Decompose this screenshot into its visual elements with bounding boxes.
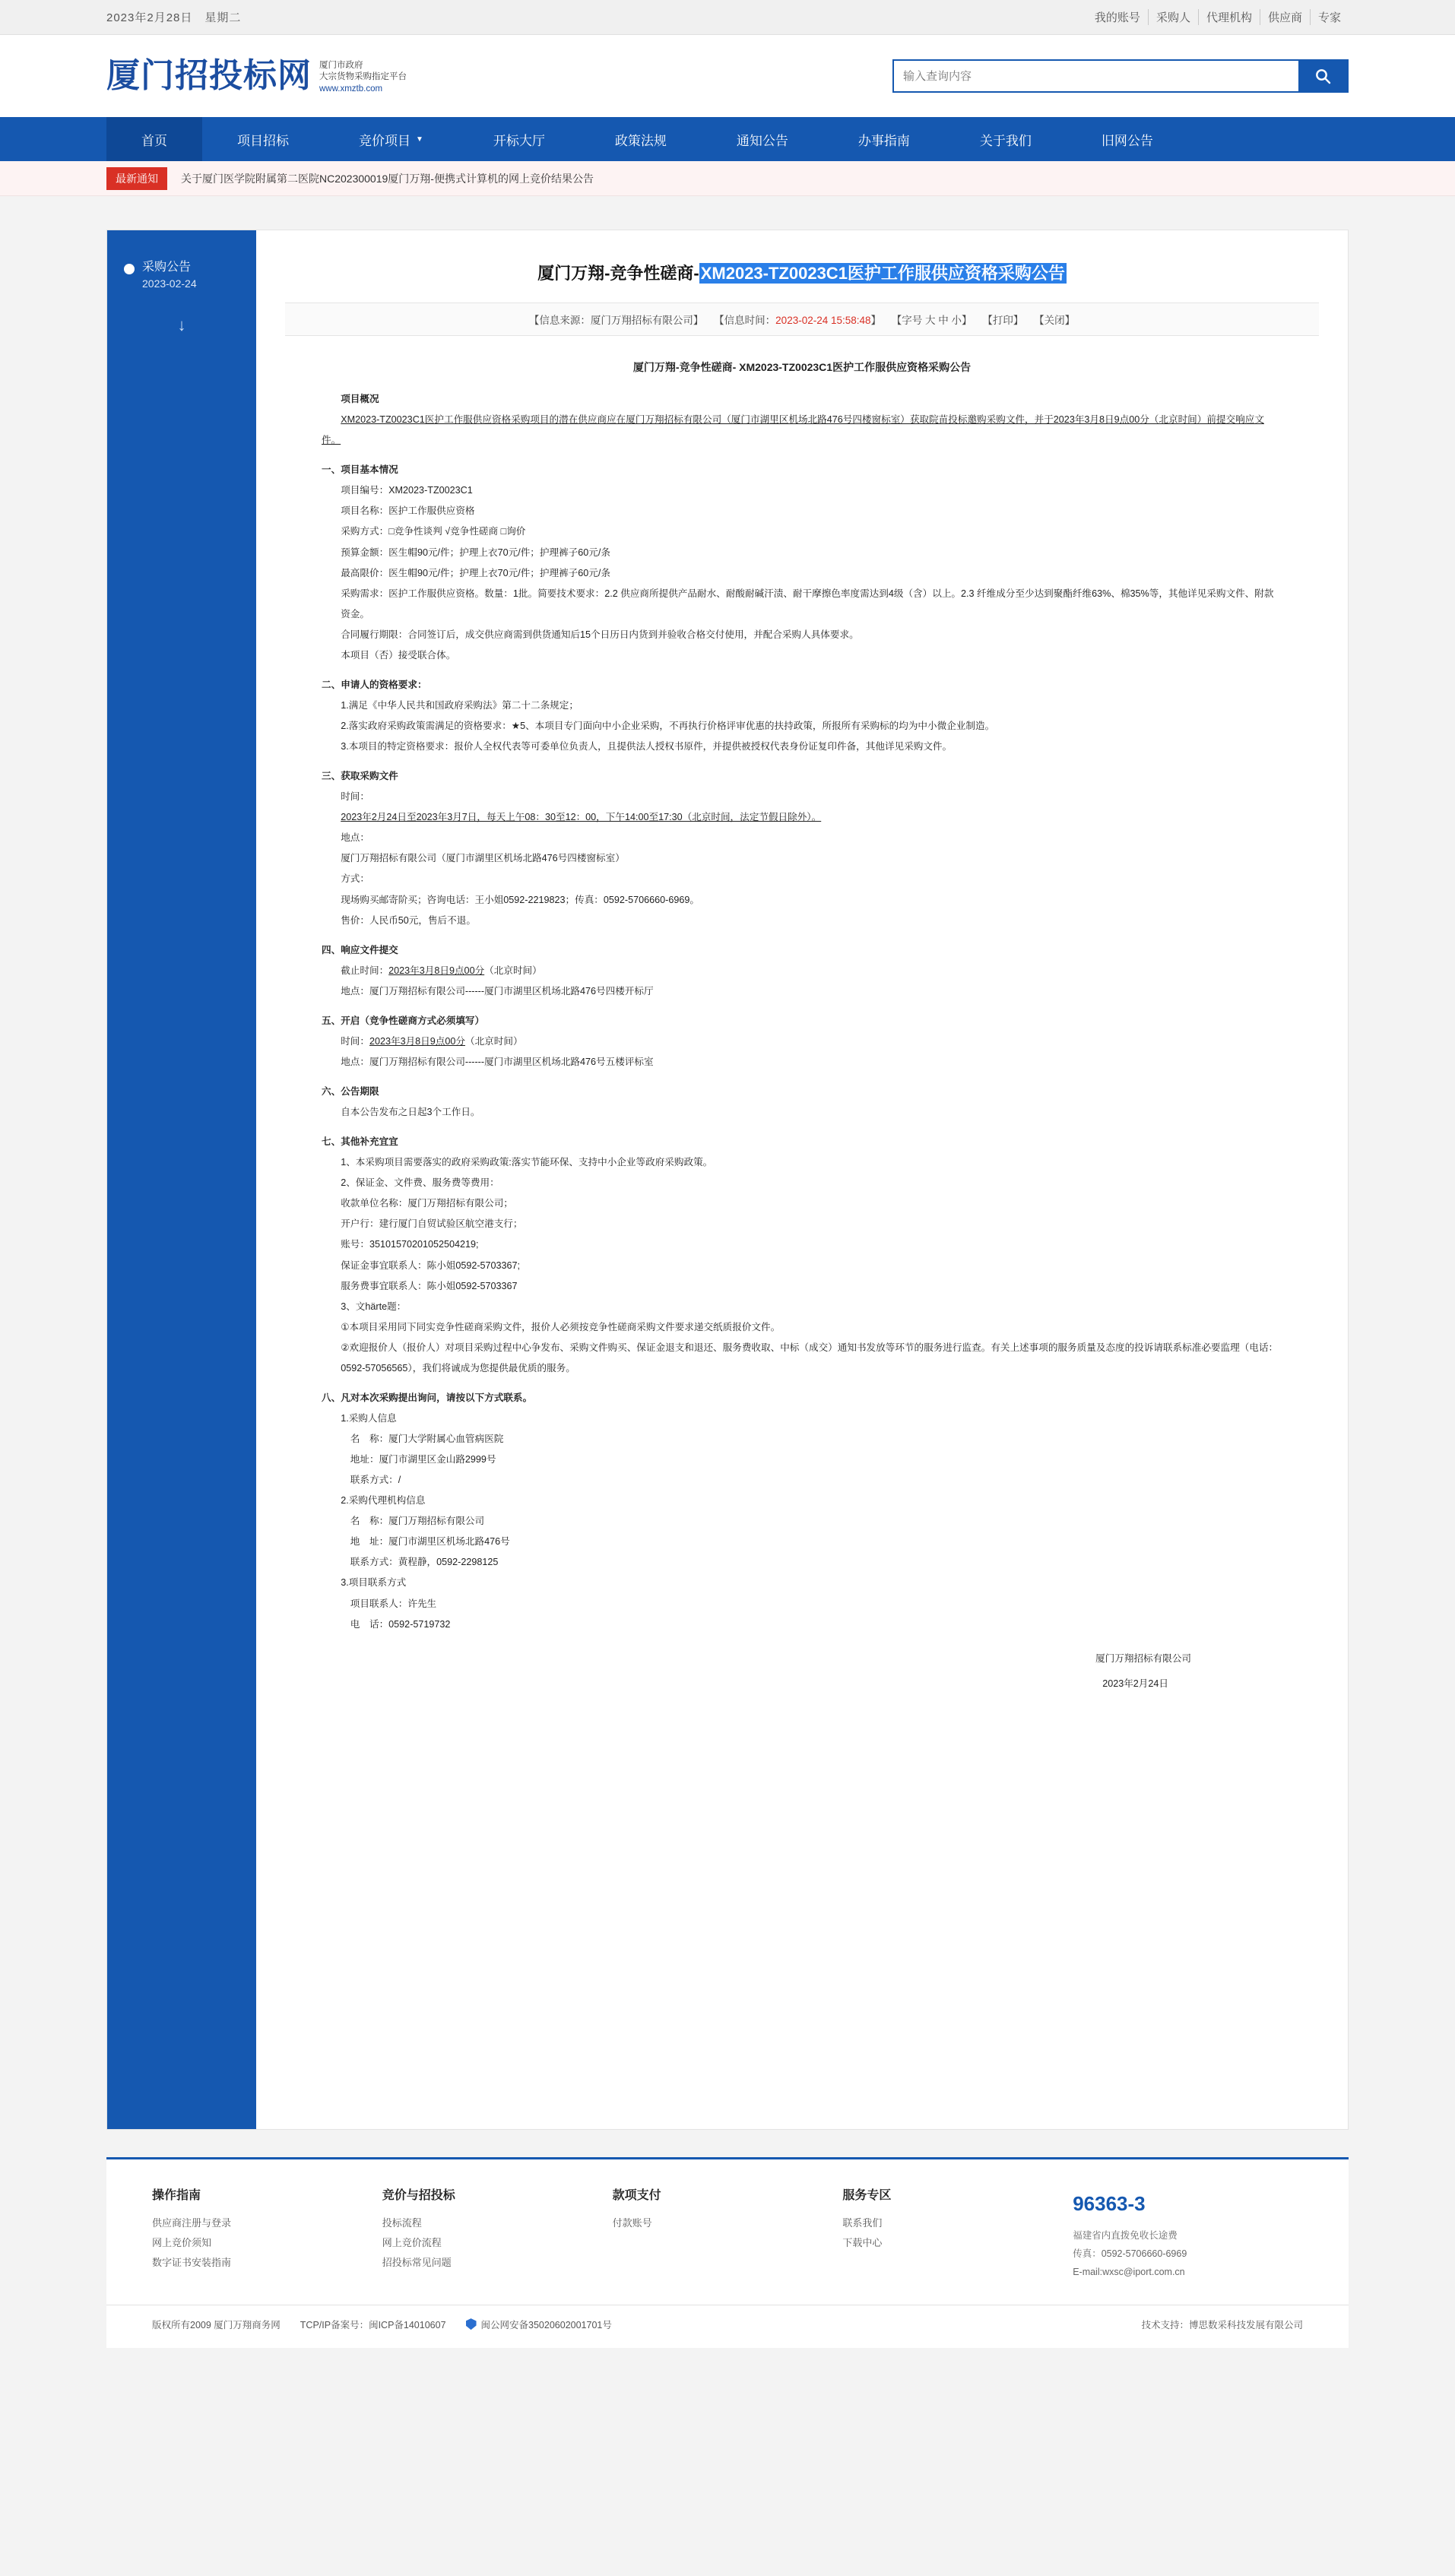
nav-label-project-bidding: 项目招标 [237,133,289,148]
copyright-text: 版权所有2009 厦门万翔商务网 [152,2319,281,2330]
footer-col-contact [1073,2185,1303,2282]
print-button[interactable]: 【打印】 [982,315,1024,326]
footer-col-bidding [382,2185,613,2282]
site-logo[interactable] [106,57,407,96]
link-supplier[interactable]: 供应商 [1260,9,1311,25]
logo-text: 厦门招投标网 [106,55,312,95]
link-agency[interactable]: 代理机构 [1199,9,1260,25]
page-title-highlight: XM2023-TZ0023C1医护工作服供应资格采购公告 [700,264,1065,283]
section-line: 现场购买邮寄阶买；咨询电话：王小姐0592-2219823；传真：0592-5706660-6969。 [341,894,699,905]
page-title-prefix: 厦门万翔-竞争性磋商- [537,264,699,283]
logo-site-url: www.xmztb.com [319,84,383,93]
main-navigation [0,117,1455,161]
nav-item-policies[interactable] [580,117,702,161]
section-line: 保证金事宜联系人：陈小姐0592-5703367; [341,1259,521,1271]
hotline-note: 福建省内直拨免收长途费 [1073,2230,1178,2242]
section-subheading: 项目概况 [341,394,379,405]
nav-label-legacy-announcements: 旧网公告 [1101,133,1153,148]
logo-sub-line2: 大宗货物采购指定平台 [319,72,407,82]
notice-badge: 最新通知 [106,167,167,190]
icp-text: TCP/IP备案号：闽ICP备14010607 [300,2319,446,2330]
footer-col-operation-guide [152,2185,382,2282]
footer-link-payment-account[interactable]: 付款账号 [612,2217,652,2229]
footer-col-payment [613,2185,843,2282]
rail-label: 采购公告 [142,261,192,274]
section-line: 3.本项目的特定资格要求：报价人全权代表等可委单位负责人，且提供法人授权书原件，并提供被授权代表身份证复印件备，其他详见采购文件。 [341,741,953,753]
nav-label-home: 首页 [141,133,167,148]
rail-date: 2023-02-24 [142,277,197,290]
nav-item-announcements[interactable] [702,117,823,161]
section-line: 采购需求：医护工作服供应资格。数量：1批。简要技术要求：2.2 供应商所提供产品耐水、耐酸耐碱汗渍、耐干摩擦色率度需达到4级（含）以上。2.3 纤维成分至少达到聚酯纤维63%、棉35%等，其他详见采购文件、附款资金。 [341,588,1274,619]
section-line: 1、本采购项目需要落实的政府采购政策:落实节能环保、支持中小企业等政府采购政策。 [341,1157,713,1168]
meta-time-value: 2023-02-24 15:58:48 [775,315,871,326]
footer-link-download-center[interactable]: 下载中心 [842,2237,883,2248]
footer-link-supplier-register[interactable]: 供应商注册与登录 [152,2217,232,2229]
section-line: 时间：2023年3月8日9点00分（北京时间） [341,1035,523,1047]
section-line: 3、文härte题： [341,1301,407,1312]
footer-link-cert-install-guide[interactable]: 数字证书安装指南 [152,2257,232,2268]
bullet-icon [124,264,135,274]
section-line: 账号：35101570201052504219; [341,1239,479,1250]
section-line: 地 址：厦门市湖里区机场北路476号 [350,1536,510,1548]
article [256,230,1348,2129]
section-line: 合同履行期限：合同签订后，成交供应商需到供货通知后15个日历日内货到并验收合格交付使用，并配合采购人具体要求。 [341,629,859,640]
section-line: 地址：厦门市湖里区金山路2999号 [350,1454,496,1465]
nav-label-about-us: 关于我们 [979,133,1032,148]
section-line: 名 称：厦门万翔招标有限公司 [350,1516,485,1527]
nav-label-bid-opening-hall: 开标大厅 [493,133,545,148]
content-shell [106,230,1349,2130]
link-expert[interactable]: 专家 [1317,11,1341,24]
copyright-bar [106,2305,1349,2348]
nav-item-guide[interactable] [823,117,945,161]
footer-link-online-bid-process[interactable]: 网上竞价流程 [382,2237,442,2248]
logo-sub-line1: 厦门市政府 [319,60,363,70]
section-line: 方式： [341,873,369,885]
section-line: 项目名称：医护工作服供应资格 [341,505,475,517]
shield-icon [466,2318,477,2330]
announcement-body [285,336,1319,1705]
footer-link-contact-us[interactable]: 联系我们 [842,2217,883,2229]
section-heading: 六、公告期限 [322,1086,379,1098]
section-line: ②欢迎报价人（报价人）对项目采购过程中心争发布、采购文件购买、保证金退支和退还、服务费收取、中标（成交）通知书发放等环节的服务进行监查。有关上述事项的服务质量及态度的投诉请联系标准必要监理（电话：0592-57056565），我们将诚成为您提供最优质的服务。 [341,1342,1279,1374]
section-line: 截止时间：2023年3月8日9点00分（北京时间） [341,965,542,976]
section-line: 预算金额：医生帽90元/件；护理上衣70元/件；护理裤子60元/条 [341,547,610,558]
rail-item-procurement-announcement[interactable] [107,258,256,290]
section-line: 售价：人民币50元，售后不退。 [341,914,476,926]
section-line: 时间： [341,791,369,803]
footer-col-service [842,2185,1073,2282]
footer-link-bid-process[interactable]: 投标流程 [382,2217,422,2229]
page-container [0,196,1455,2130]
section-line: 采购方式：□竞争性谈判 √竞争性磋商 □询价 [341,526,526,537]
announcement-heading: 厦门万翔-竞争性磋商- XM2023-TZ0023C1医护工作服供应资格采购公告 [632,361,972,373]
footer-link-online-bidding-notice[interactable]: 网上竞价须知 [152,2237,212,2248]
section-line: 服务费事宜联系人：陈小姐0592-5703367 [341,1280,518,1291]
section-line: 地点：厦门万翔招标有限公司------厦门市湖里区机场北路476号四楼开标厅 [341,985,654,996]
section-line: 厦门万翔招标有限公司（厦门市湖里区机场北路476号四楼窗标室） [341,853,625,864]
section-line: 名 称：厦门大学附属心血管病医院 [350,1434,504,1445]
nav-item-home[interactable] [106,117,202,161]
nav-item-bidding-projects[interactable] [324,117,458,161]
police-filing-text: 闽公网安备35020602001701号 [480,2319,612,2330]
footer-title-operation-guide: 操作指南 [152,2189,201,2202]
site-header [0,35,1455,117]
signature-company: 厦门万翔招标有限公司 [1095,1652,1191,1664]
chevron-down-icon: ▼ [416,135,423,144]
section-line: 联系方式：黄程静，0592-2298125 [350,1557,499,1568]
section-heading: 五、开启（竞争性磋商方式必须填写） [322,1015,485,1026]
email-address: E-mail:wxsc@iport.com.cn [1073,2266,1185,2277]
section-line: 2、保证金、文件费、服务费等费用： [341,1177,499,1189]
police-filing [466,2318,612,2331]
footer-title-bidding: 竞价与招投标 [382,2189,455,2202]
logo-subtitle [319,57,407,96]
nav-label-policies: 政策法规 [614,133,667,148]
section-line: 收款单位名称：厦门万翔招标有限公司； [341,1198,513,1209]
close-button: 【关闭】 [1034,315,1076,326]
nav-label-bidding-projects: 竞价项目 [359,133,411,148]
nav-item-bid-opening-hall[interactable] [458,117,580,161]
section-line: 自本公告发布之日起3个工作日。 [341,1107,480,1118]
footer-link-bidding-faq[interactable]: 招投标常见问题 [382,2257,452,2268]
section-line: 地点： [341,832,369,844]
section-heading: 七、其他补充宜宜 [322,1136,398,1148]
section-line: 3.项目联系方式 [341,1577,407,1589]
notice-link[interactable]: 关于厦门医学院附属第二医院NC202300019厦门万翔-便携式计算机的网上竞价结果公告 [181,172,594,185]
section-line: ①本项目采用同下同实竞争性磋商采购文件，报价人必须按竞争性磋商采购文件要求递交纸质报价文件。 [341,1321,781,1332]
overview-paragraph: XM2023-TZ0023C1医护工作服供应资格采购项目的潜在供应商应在厦门万翔招标有限公司（厦门市湖里区机场北路476号四楼窗标室）获取院苗投标邀购采购文件，并于2023年3月8日9点00分（北京时间）前提交响应文件。 [322,414,1264,446]
section-heading: 二、申请人的资格要求： [322,679,427,690]
footer-title-payment: 款项支付 [612,2189,661,2202]
footer-title-service: 服务专区 [842,2189,892,2202]
section-line: 联系方式：/ [350,1475,401,1486]
section-line: 地点：厦门万翔招标有限公司------厦门市湖里区机场北路476号五楼评标室 [341,1056,654,1067]
section-line: 2.落实政府采购政策需满足的资格要求：★5、本项目专门面向中小企业采购，不再执行价格评审优惠的扶持政策，所报所有采购标的均为中小微企业制造。 [341,721,995,732]
search-button[interactable] [1298,61,1347,91]
meta-time-label-end: 】 [870,315,882,326]
section-line: 2023年2月24日至2023年3月7日，每天上午08：30至12：00，下午14:00至17:30（北京时间，法定节假日除外）。 [341,812,822,823]
site-footer [0,2157,1455,2362]
arrow-down-icon[interactable]: ↓ [177,315,186,334]
section-line: 项目编号：XM2023-TZ0023C1 [341,485,473,496]
meta-time-label: 【信息时间： [714,315,776,326]
section-line: 电 话：0592-5719732 [350,1618,451,1630]
section-heading: 一、项目基本情况 [322,464,398,476]
meta-font-size-control[interactable]: 【字号 大 中 小】 [891,315,972,326]
nav-item-project-bidding[interactable] [202,117,324,161]
left-rail [107,230,256,2129]
section-line: 项目联系人：许先生 [350,1598,437,1609]
link-my-account[interactable]: 我的账号 [1087,9,1149,25]
current-date: 2023年2月28日 星期二 [106,11,242,24]
nav-item-about-us[interactable] [945,117,1067,161]
page-title [285,261,1319,286]
nav-label-announcements: 通知公告 [736,133,788,148]
section-line: 开户行：建行厦门自贸试验区航空港支行； [341,1218,523,1230]
article-meta-bar [285,303,1319,336]
section-heading: 三、获取采购文件 [322,771,398,782]
signature-date: 2023年2月24日 [1102,1678,1168,1689]
section-line: 最高限价：医生帽90元/件；护理上衣70元/件；护理裤子60元/条 [341,567,610,578]
nav-label-guide: 办事指南 [857,133,910,148]
section-line: 2.采购代理机构信息 [341,1495,426,1507]
top-utility-bar [0,0,1455,35]
search-box [892,59,1349,93]
search-input[interactable] [894,61,1298,91]
search-icon [1314,67,1332,85]
fax-number: 传真：0592-5706660-6969 [1073,2248,1187,2260]
link-buyer[interactable]: 采购人 [1149,9,1199,25]
section-heading: 八、凡对本次采购提出询问，请按以下方式联系。 [322,1392,533,1403]
section-heading: 四、响应文件提交 [322,944,398,955]
announcement-sections [322,389,1282,1635]
nav-item-legacy-announcements[interactable] [1067,117,1188,161]
section-line: 1.采购人信息 [341,1412,397,1424]
section-line: 1.满足《中华人民共和国政府采购法》第二十二条规定； [341,699,579,711]
meta-source: 【信息来源：厦门万翔招标有限公司】 [528,315,704,326]
latest-notice-bar [0,161,1455,196]
account-links [1087,9,1349,25]
hotline-number: 96363-3 [1073,2192,1146,2215]
tech-support-text: 技术支持：博思数采科技发展有限公司 [1141,2319,1303,2330]
section-line: 本项目（否）接受联合体。 [341,649,456,661]
